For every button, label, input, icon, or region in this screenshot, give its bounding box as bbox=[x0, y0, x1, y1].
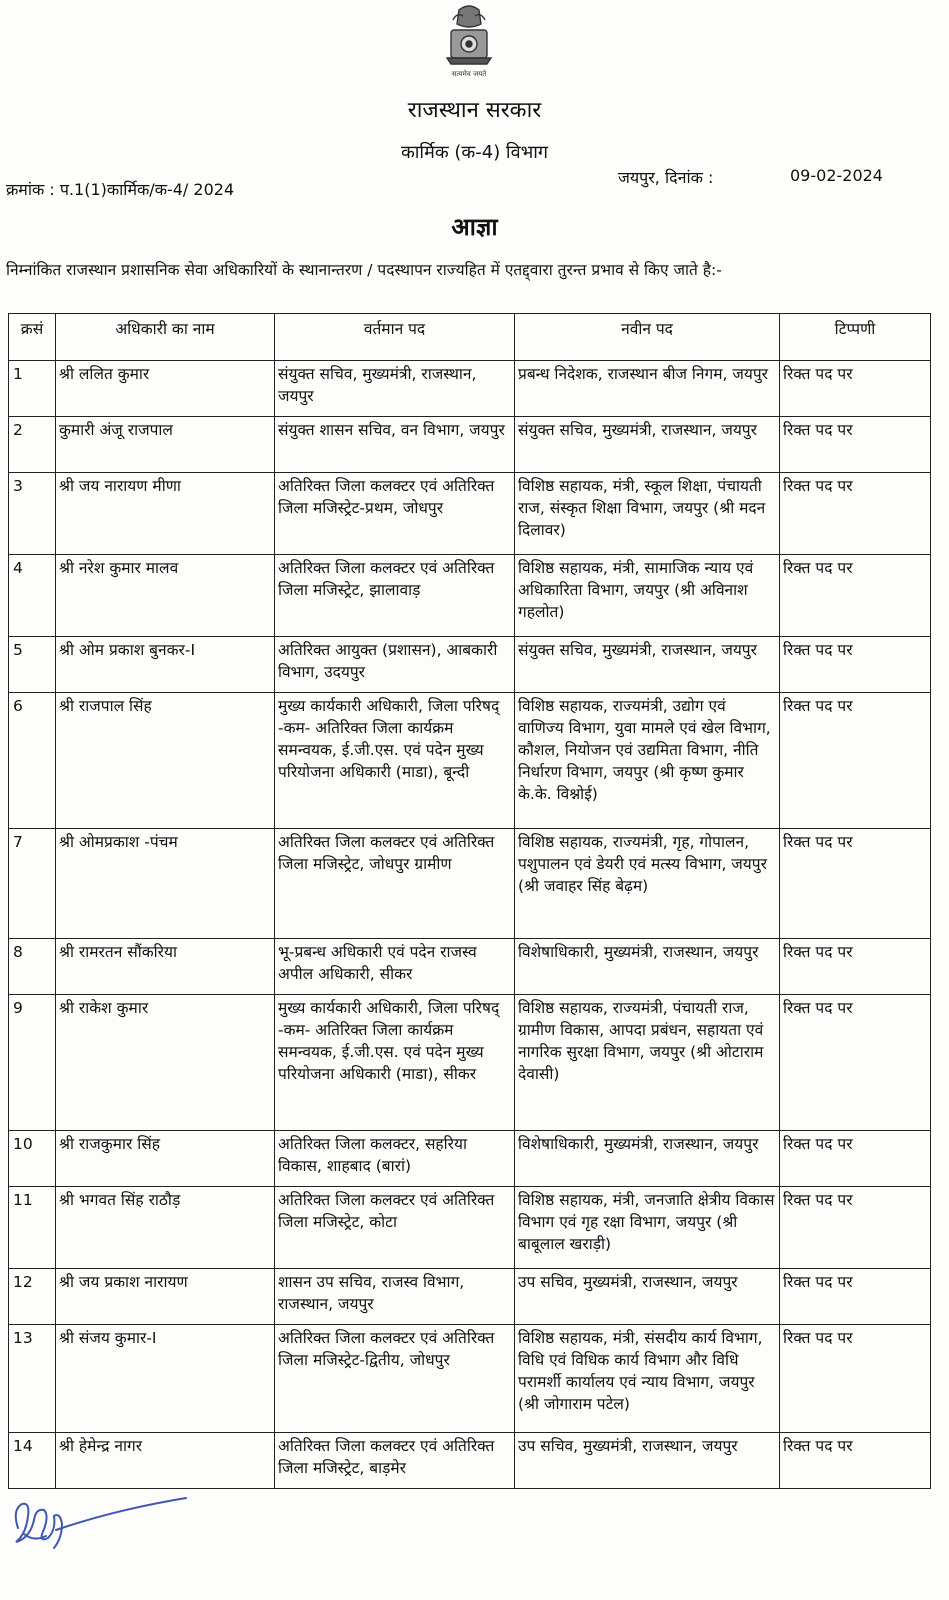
remark-cell: रिक्त पद पर bbox=[780, 693, 931, 829]
serial-cell: 11 bbox=[9, 1187, 56, 1269]
serial-cell: 1 bbox=[9, 361, 56, 417]
current-post-cell: अतिरिक्त आयुक्त (प्रशासन), आबकारी विभाग, उदयपुर bbox=[275, 637, 515, 693]
officer-name-cell: श्री राकेश कुमार bbox=[56, 995, 275, 1131]
table-row bbox=[9, 361, 931, 417]
officer-name-cell: श्री ओम प्रकाश बुनकर-I bbox=[56, 637, 275, 693]
table-row bbox=[9, 1325, 931, 1433]
current-post-cell: संयुक्त शासन सचिव, वन विभाग, जयपुर bbox=[275, 417, 515, 473]
new-post-cell: उप सचिव, मुख्यमंत्री, राजस्थान, जयपुर bbox=[515, 1269, 780, 1325]
serial-cell: 5 bbox=[9, 637, 56, 693]
new-post-cell: संयुक्त सचिव, मुख्यमंत्री, राजस्थान, जयपुर bbox=[515, 417, 780, 473]
serial-cell: 4 bbox=[9, 555, 56, 637]
serial-cell: 6 bbox=[9, 693, 56, 829]
new-post-cell: विशिष्ठ सहायक, राज्यमंत्री, उद्योग एवं वाणिज्य विभाग, युवा मामले एवं खेल विभाग, कौशल, नियोजन एवं उद्यमिता विभाग, नीति निर्धारण विभाग, जयपुर (श्री कृष्ण कुमार के.के. विश्नोई) bbox=[515, 693, 780, 829]
current-post-cell: अतिरिक्त जिला कलक्टर एवं अतिरिक्त जिला मजिस्ट्रेट-द्वितीय, जोधपुर bbox=[275, 1325, 515, 1433]
intro-text: निम्नांकित राजस्थान प्रशासनिक सेवा अधिकारियों के स्थानान्तरण / पदस्थापन राज्यहित में एतद्द्वारा तुरन्त प्रभाव से किए जाते है:- bbox=[6, 261, 722, 279]
remark-cell: रिक्त पद पर bbox=[780, 1187, 931, 1269]
officer-name-cell: श्री रामरतन सौंकरिया bbox=[56, 939, 275, 995]
remark-cell: रिक्त पद पर bbox=[780, 829, 931, 939]
current-post-cell: अतिरिक्त जिला कलक्टर एवं अतिरिक्त जिला मजिस्ट्रेट, झालावाड़ bbox=[275, 555, 515, 637]
serial-cell: 13 bbox=[9, 1325, 56, 1433]
table-row bbox=[9, 939, 931, 995]
emblem-motto: सत्यमेव जयते bbox=[451, 70, 487, 78]
table-row bbox=[9, 829, 931, 939]
remark-cell: रिक्त पद पर bbox=[780, 1433, 931, 1489]
remark-cell: रिक्त पद पर bbox=[780, 637, 931, 693]
remark-cell: रिक्त पद पर bbox=[780, 417, 931, 473]
serial-cell: 3 bbox=[9, 473, 56, 555]
table-row bbox=[9, 555, 931, 637]
new-post-cell: विशेषाधिकारी, मुख्यमंत्री, राजस्थान, जयपुर bbox=[515, 939, 780, 995]
current-post-cell: अतिरिक्त जिला कलक्टर एवं अतिरिक्त जिला मजिस्ट्रेट, बाड़मेर bbox=[275, 1433, 515, 1489]
handwritten-signature-icon bbox=[4, 1490, 194, 1570]
officer-name-cell: कुमारी अंजू राजपाल bbox=[56, 417, 275, 473]
reference-number: क्रमांक : प.1(1)कार्मिक/क-4/ 2024 bbox=[6, 180, 235, 199]
ashoka-emblem-icon bbox=[437, 2, 501, 80]
officer-name-cell: श्री राजकुमार सिंह bbox=[56, 1131, 275, 1187]
government-title: राजस्थान सरकार bbox=[407, 98, 542, 123]
new-post-cell: प्रबन्ध निदेशक, राजस्थान बीज निगम, जयपुर bbox=[515, 361, 780, 417]
current-post-cell: अतिरिक्त जिला कलक्टर एवं अतिरिक्त जिला मजिस्ट्रेट, जोधपुर ग्रामीण bbox=[275, 829, 515, 939]
header-serial: क्रसं bbox=[9, 314, 56, 361]
remark-cell: रिक्त पद पर bbox=[780, 1269, 931, 1325]
current-post-cell: अतिरिक्त जिला कलक्टर एवं अतिरिक्त जिला मजिस्ट्रेट, कोटा bbox=[275, 1187, 515, 1269]
officer-name-cell: श्री हेमेन्द्र नागर bbox=[56, 1433, 275, 1489]
new-post-cell: विशिष्ठ सहायक, राज्यमंत्री, पंचायती राज, ग्रामीण विकास, आपदा प्रबंधन, सहायता एवं नागरिक सुरक्षा विभाग, जयपुर (श्री ओटाराम देवासी) bbox=[515, 995, 780, 1131]
current-post-cell: अतिरिक्त जिला कलक्टर, सहरिया विकास, शाहबाद (बारां) bbox=[275, 1131, 515, 1187]
current-post-cell: मुख्य कार्यकारी अधिकारी, जिला परिषद् -कम- अतिरिक्त जिला कार्यक्रम समन्वयक, ई.जी.एस. एवं पदेन मुख्य परियोजना अधिकारी (माडा), सीकर bbox=[275, 995, 515, 1131]
header-new-post: नवीन पद bbox=[515, 314, 780, 361]
new-post-cell: संयुक्त सचिव, मुख्यमंत्री, राजस्थान, जयपुर bbox=[515, 637, 780, 693]
officer-name-cell: श्री जय नारायण मीणा bbox=[56, 473, 275, 555]
officer-name-cell: श्री राजपाल सिंह bbox=[56, 693, 275, 829]
date-value: 09-02-2024 bbox=[790, 166, 883, 185]
new-post-cell: विशिष्ठ सहायक, मंत्री, सामाजिक न्याय एवं अधिकारिता विभाग, जयपुर (श्री अविनाश गहलोत) bbox=[515, 555, 780, 637]
new-post-cell: विशेषाधिकारी, मुख्यमंत्री, राजस्थान, जयपुर bbox=[515, 1131, 780, 1187]
officer-name-cell: श्री भगवत सिंह राठौड़ bbox=[56, 1187, 275, 1269]
table-row bbox=[9, 417, 931, 473]
header-officer-name: अधिकारी का नाम bbox=[56, 314, 275, 361]
table-row bbox=[9, 1187, 931, 1269]
table-row bbox=[9, 1269, 931, 1325]
remark-cell: रिक्त पद पर bbox=[780, 473, 931, 555]
new-post-cell: विशिष्ठ सहायक, राज्यमंत्री, गृह, गोपालन, पशुपालन एवं डेयरी एवं मत्स्य विभाग, जयपुर (श्री जवाहर सिंह बेढ़म) bbox=[515, 829, 780, 939]
table-row bbox=[9, 637, 931, 693]
current-post-cell: मुख्य कार्यकारी अधिकारी, जिला परिषद् -कम- अतिरिक्त जिला कार्यक्रम समन्वयक, ई.जी.एस. एवं पदेन मुख्य परियोजना अधिकारी (माडा), बून्दी bbox=[275, 693, 515, 829]
table-row bbox=[9, 1131, 931, 1187]
new-post-cell: विशिष्ठ सहायक, मंत्री, स्कूल शिक्षा, पंचायती राज, संस्कृत शिक्षा विभाग, जयपुर (श्री मदन दिलावर) bbox=[515, 473, 780, 555]
serial-cell: 10 bbox=[9, 1131, 56, 1187]
new-post-cell: विशिष्ठ सहायक, मंत्री, संसदीय कार्य विभाग, विधि एवं विधिक कार्य विभाग और विधि परामर्शी कार्यालय एवं न्याय विभाग, जयपुर (श्री जोगाराम पटेल) bbox=[515, 1325, 780, 1433]
current-post-cell: अतिरिक्त जिला कलक्टर एवं अतिरिक्त जिला मजिस्ट्रेट-प्रथम, जोधपुर bbox=[275, 473, 515, 555]
table-header-row bbox=[9, 314, 931, 361]
remark-cell: रिक्त पद पर bbox=[780, 939, 931, 995]
table-row bbox=[9, 995, 931, 1131]
serial-cell: 2 bbox=[9, 417, 56, 473]
current-post-cell: भू-प्रबन्ध अधिकारी एवं पदेन राजस्व अपील अधिकारी, सीकर bbox=[275, 939, 515, 995]
serial-cell: 9 bbox=[9, 995, 56, 1131]
table-row bbox=[9, 1433, 931, 1489]
serial-cell: 14 bbox=[9, 1433, 56, 1489]
transfer-table bbox=[8, 313, 931, 1489]
new-post-cell: उप सचिव, मुख्यमंत्री, राजस्थान, जयपुर bbox=[515, 1433, 780, 1489]
officer-name-cell: श्री संजय कुमार-I bbox=[56, 1325, 275, 1433]
remark-cell: रिक्त पद पर bbox=[780, 1131, 931, 1187]
remark-cell: रिक्त पद पर bbox=[780, 361, 931, 417]
officer-name-cell: श्री नरेश कुमार मालव bbox=[56, 555, 275, 637]
remark-cell: रिक्त पद पर bbox=[780, 555, 931, 637]
department-title: कार्मिक (क-4) विभाग bbox=[400, 142, 549, 163]
officer-name-cell: श्री ओमप्रकाश -पंचम bbox=[56, 829, 275, 939]
current-post-cell: संयुक्त सचिव, मुख्यमंत्री, राजस्थान, जयपुर bbox=[275, 361, 515, 417]
date-label: जयपुर, दिनांक : bbox=[618, 168, 714, 187]
table-row bbox=[9, 693, 931, 829]
table-row bbox=[9, 473, 931, 555]
officer-name-cell: श्री जय प्रकाश नारायण bbox=[56, 1269, 275, 1325]
serial-cell: 7 bbox=[9, 829, 56, 939]
new-post-cell: विशिष्ठ सहायक, मंत्री, जनजाति क्षेत्रीय विकास विभाग एवं गृह रक्षा विभाग, जयपुर (श्री बाबूलाल खराड़ी) bbox=[515, 1187, 780, 1269]
officer-name-cell: श्री ललित कुमार bbox=[56, 361, 275, 417]
current-post-cell: शासन उप सचिव, राजस्व विभाग, राजस्थान, जयपुर bbox=[275, 1269, 515, 1325]
remark-cell: रिक्त पद पर bbox=[780, 1325, 931, 1433]
serial-cell: 8 bbox=[9, 939, 56, 995]
header-remark: टिप्पणी bbox=[780, 314, 931, 361]
order-title: आज्ञा bbox=[451, 213, 498, 241]
remark-cell: रिक्त पद पर bbox=[780, 995, 931, 1131]
serial-cell: 12 bbox=[9, 1269, 56, 1325]
header-current-post: वर्तमान पद bbox=[275, 314, 515, 361]
